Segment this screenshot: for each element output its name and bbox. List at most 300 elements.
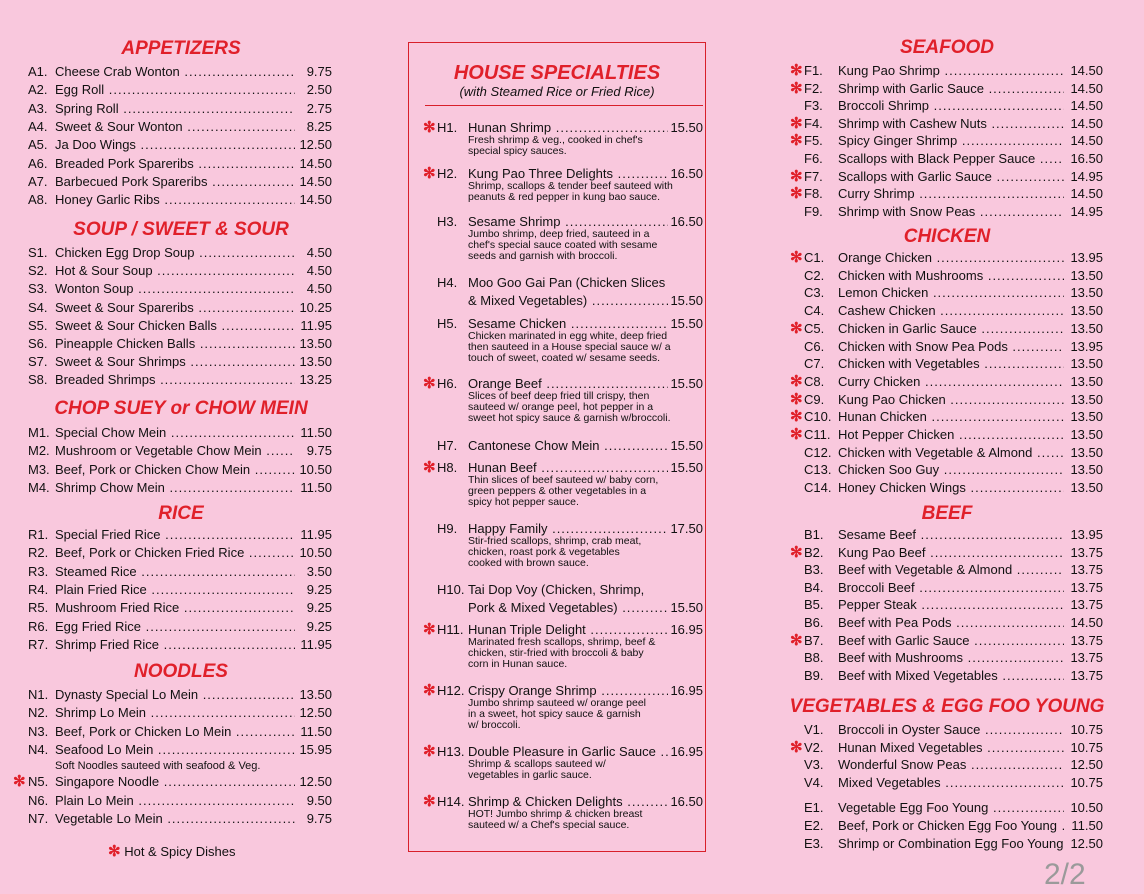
item-description: chicken, roast pork & vegetables xyxy=(468,546,620,558)
spicy-star-icon: ✻ xyxy=(790,631,803,649)
item-name: Hunan Chicken ..... xyxy=(838,408,1064,426)
item-code: H3. xyxy=(437,214,458,229)
menu-item xyxy=(804,302,1103,320)
item-price: 14.50 xyxy=(1070,63,1103,78)
item-price: 10.75 xyxy=(1070,774,1103,790)
house-specialties-box xyxy=(408,42,706,852)
item-name: Chicken with Vegetables ..... xyxy=(838,355,1064,373)
item-price: 16.95 xyxy=(670,744,703,759)
menu-item xyxy=(28,244,332,262)
menu-item xyxy=(790,79,1103,98)
spicy-star-icon: ✻ xyxy=(108,843,121,860)
menu-item xyxy=(804,203,1103,221)
item-name: Beef with Mushrooms ..... xyxy=(838,649,1064,667)
menu-item xyxy=(28,81,332,99)
item-name: Mixed Vegetables ..... xyxy=(838,774,1064,792)
soup-heading: SOUP / SWEET & SOUR xyxy=(73,219,289,240)
item-name: Special Fried Rice ..... xyxy=(55,526,295,544)
menu-item xyxy=(28,599,332,617)
menu-item xyxy=(790,408,1103,426)
item-name: Hunan Triple Delight ..... xyxy=(468,621,668,639)
item-price: 13.50 xyxy=(299,336,332,351)
menu-item xyxy=(804,461,1103,479)
item-name: Scallops with Garlic Sauce ..... xyxy=(838,168,1064,186)
noodles-heading: NOODLES xyxy=(134,661,228,682)
item-code: S6. xyxy=(28,336,48,351)
item-name: Beef with Pea Pods ..... xyxy=(838,614,1064,632)
item-name: Mushroom or Vegetable Chow Mein ..... xyxy=(55,442,295,460)
spicy-star-icon: ✻ xyxy=(790,372,803,390)
item-description: touch of sweet, coated w/ sesame seeds. xyxy=(468,352,661,364)
menu-item xyxy=(804,561,1103,579)
spicy-star-icon: ✻ xyxy=(423,682,436,699)
item-name: Beef, Pork or Chicken Chow Mein ..... xyxy=(55,461,295,479)
rice-heading: RICE xyxy=(158,503,204,524)
house-subtitle: (with Steamed Rice or Fried Rice) xyxy=(459,84,655,99)
item-price: 13.75 xyxy=(1070,650,1103,666)
item-code: C2. xyxy=(804,267,825,283)
item-description: then sauteed in a House special sauce w/ a xyxy=(468,341,671,353)
item-name: Plain Lo Mein ..... xyxy=(55,792,295,810)
item-code: F2. xyxy=(804,80,823,96)
item-code: B6. xyxy=(804,615,824,630)
item-code: C1. xyxy=(804,250,825,265)
item-code: F5. xyxy=(804,133,823,149)
item-price: 4.50 xyxy=(306,281,332,297)
appetizers-heading: APPETIZERS xyxy=(121,38,241,59)
item-code: R6. xyxy=(28,618,49,634)
menu-item xyxy=(28,618,332,636)
spicy-star-icon: ✻ xyxy=(790,62,803,79)
menu-item xyxy=(28,686,332,704)
item-price: 13.50 xyxy=(1070,320,1103,336)
item-name: Beef with Vegetable & Almond ..... xyxy=(838,561,1064,579)
item-price: 12.50 xyxy=(1070,757,1103,773)
item-code: C6. xyxy=(804,338,825,354)
item-price: 14.50 xyxy=(299,192,332,208)
menu-item xyxy=(790,132,1103,150)
item-price: 13.75 xyxy=(1070,544,1103,560)
item-price: 15.50 xyxy=(670,376,703,391)
item-price: 15.95 xyxy=(299,741,332,757)
item-code: H14. xyxy=(437,794,465,809)
item-name: Scallops with Black Pepper Sauce ..... xyxy=(838,150,1064,168)
item-code: C14. xyxy=(804,480,832,496)
item-price: 13.75 xyxy=(1070,562,1103,578)
item-price: 13.75 xyxy=(1070,597,1103,613)
menu-item xyxy=(28,100,332,118)
item-description: Slices of beef deep fried till crispy, then xyxy=(468,390,650,402)
item-description: special spicy sauces. xyxy=(468,145,567,157)
item-code: B9. xyxy=(804,667,824,683)
item-name: Shrimp Chow Mein ..... xyxy=(55,479,295,497)
menu-item xyxy=(28,280,332,298)
menu-item xyxy=(28,424,332,442)
item-name-line1: Moo Goo Gai Pan (Chicken Slices xyxy=(468,275,666,290)
item-name: Orange Beef ..... xyxy=(468,375,668,393)
item-code: S5. xyxy=(28,317,48,333)
item-price: 16.95 xyxy=(670,683,703,698)
menu-item xyxy=(804,150,1103,168)
item-code: F4. xyxy=(804,115,823,131)
spicy-star-icon: ✻ xyxy=(790,249,803,266)
item-code: R7. xyxy=(28,636,49,652)
menu-item xyxy=(790,426,1103,444)
item-price: 13.50 xyxy=(299,354,332,370)
item-description: Stir-fried scallops, shrimp, crab meat, xyxy=(468,535,642,547)
item-name: Pork & Mixed Vegetables) ..... xyxy=(468,599,668,617)
item-price: 11.95 xyxy=(300,317,332,333)
item-price: 13.95 xyxy=(1070,527,1103,542)
menu-item xyxy=(804,596,1103,614)
item-name: Barbecued Pork Spareribs ..... xyxy=(55,173,295,191)
item-price: 14.95 xyxy=(1070,168,1103,184)
item-name: Chicken in Garlic Sauce ..... xyxy=(838,320,1064,338)
item-name: Hot Pepper Chicken ..... xyxy=(838,426,1064,444)
item-code: C8. xyxy=(804,373,825,389)
item-price: 16.50 xyxy=(670,794,703,809)
item-price: 14.50 xyxy=(1070,615,1103,630)
menu-item xyxy=(28,723,332,741)
item-code: S8. xyxy=(28,372,48,388)
item-price: 14.50 xyxy=(1070,133,1103,149)
item-name: Honey Garlic Ribs ..... xyxy=(55,191,295,209)
item-price: 13.50 xyxy=(1070,409,1103,425)
item-code: E1. xyxy=(804,800,824,816)
item-code: M2. xyxy=(28,443,50,459)
item-price: 9.50 xyxy=(306,792,332,808)
item-price: 11.95 xyxy=(300,527,332,542)
menu-item xyxy=(790,185,1103,203)
menu-item xyxy=(28,741,332,759)
menu-item xyxy=(804,355,1103,373)
item-name-line1: Tai Dop Voy (Chicken, Shrimp, xyxy=(468,582,645,597)
item-price: 4.50 xyxy=(306,263,332,279)
item-name: & Mixed Vegetables) ..... xyxy=(468,292,668,310)
menu-item xyxy=(28,636,332,654)
spicy-star-icon: ✻ xyxy=(790,390,803,408)
menu-item xyxy=(804,756,1103,774)
item-price: 13.50 xyxy=(1070,462,1103,478)
item-code: V4. xyxy=(804,774,824,790)
item-price: 13.50 xyxy=(299,687,332,702)
item-name: Sweet & Sour Spareribs ..... xyxy=(55,299,295,317)
item-code: E3. xyxy=(804,835,824,851)
item-name: Curry Chicken ..... xyxy=(838,373,1064,391)
menu-item xyxy=(28,118,332,136)
item-name: Beef with Garlic Sauce ..... xyxy=(838,632,1064,650)
seafood-heading: SEAFOOD xyxy=(900,37,994,58)
item-code: H4. xyxy=(437,275,458,290)
chop-suey-heading: CHOP SUEY or CHOW MEIN xyxy=(54,398,308,419)
item-description: seeds and garnish with broccoli. xyxy=(468,250,618,262)
item-price: 13.50 xyxy=(1070,444,1103,460)
item-code: E2. xyxy=(804,818,824,833)
menu-item xyxy=(28,544,332,562)
menu-item xyxy=(790,319,1103,338)
spicy-star-icon: ✻ xyxy=(423,165,436,182)
item-price: 9.25 xyxy=(306,618,332,634)
item-code: A3. xyxy=(28,100,48,116)
spicy-star-icon: ✻ xyxy=(790,79,803,97)
item-code: F7. xyxy=(804,168,823,184)
menu-item xyxy=(790,62,1103,80)
item-price: 13.50 xyxy=(1070,373,1103,389)
item-description: Shrimp, scallops & tender beef sauteed with xyxy=(468,180,673,192)
item-code: R3. xyxy=(28,563,49,579)
item-price: 13.50 xyxy=(1070,480,1103,496)
menu-item xyxy=(790,390,1103,409)
item-code: H8. xyxy=(437,460,458,475)
menu-item xyxy=(28,581,332,599)
spicy-star-icon: ✻ xyxy=(423,375,436,392)
item-price: 10.25 xyxy=(299,299,332,315)
item-name: Cantonese Chow Mein ..... xyxy=(468,437,668,455)
menu-item xyxy=(790,372,1103,391)
item-price: 11.50 xyxy=(300,425,332,440)
item-code: S1. xyxy=(28,245,48,260)
item-code: N5. xyxy=(28,774,49,790)
menu-item xyxy=(804,444,1103,462)
item-description: peanuts & red pepper in kung bao sauce. xyxy=(468,191,661,203)
item-name: Sesame Beef ..... xyxy=(838,526,1064,544)
item-description: chicken, stir-fried with broccoli & baby xyxy=(468,647,644,659)
legend-text: Hot & Spicy Dishes xyxy=(124,844,236,859)
menu-item xyxy=(804,579,1103,597)
spicy-star-icon: ✻ xyxy=(790,738,803,756)
item-code: B1. xyxy=(804,527,824,542)
menu-item xyxy=(28,136,332,154)
item-name: Lemon Chicken ..... xyxy=(838,284,1064,302)
item-price: 15.50 xyxy=(670,293,703,308)
menu-item xyxy=(28,191,332,209)
item-code: A5. xyxy=(28,137,48,153)
item-name: Wonton Soup ..... xyxy=(55,280,295,298)
menu-item xyxy=(804,267,1103,285)
menu-item xyxy=(804,667,1103,685)
item-code: B2. xyxy=(804,544,824,560)
beef-heading: BEEF xyxy=(921,503,973,524)
item-name: Beef, Pork or Chicken Egg Foo Young ..... xyxy=(838,817,1064,835)
item-code: S4. xyxy=(28,299,48,315)
item-name: Beef with Mixed Vegetables ..... xyxy=(838,667,1064,685)
house-divider xyxy=(425,105,703,106)
item-name: Sesame Shrimp ..... xyxy=(468,213,668,231)
spicy-star-icon: ✻ xyxy=(423,459,436,476)
item-name: Shrimp or Combination Egg Foo Young ..... xyxy=(838,835,1064,853)
item-price: 9.25 xyxy=(306,581,332,597)
item-name: Seafood Lo Mein ..... xyxy=(55,741,295,759)
item-name: Shrimp with Cashew Nuts ..... xyxy=(838,115,1064,133)
item-name: Chicken Egg Drop Soup ..... xyxy=(55,244,295,262)
menu-item xyxy=(804,774,1103,792)
item-description: Shrimp & scallops sauteed w/ xyxy=(468,758,606,770)
item-price: 10.50 xyxy=(299,461,332,477)
item-code: H5. xyxy=(437,316,458,331)
item-price: 15.50 xyxy=(670,120,703,135)
item-name: Kung Pao Three Delights ..... xyxy=(468,165,668,183)
item-description: HOT! Jumbo shrimp & chicken breast xyxy=(468,808,643,820)
item-price: 11.50 xyxy=(300,723,332,739)
item-name: Egg Roll ..... xyxy=(55,81,295,99)
item-code: A7. xyxy=(28,173,48,189)
spicy-star-icon: ✻ xyxy=(790,319,803,337)
item-name: Beef, Pork or Chicken Lo Mein ..... xyxy=(55,723,295,741)
menu-item xyxy=(28,563,332,581)
item-code: S3. xyxy=(28,281,48,297)
chicken-heading: CHICKEN xyxy=(903,226,991,247)
item-code: H13. xyxy=(437,744,465,759)
item-name: Sweet & Sour Wonton ..... xyxy=(55,118,295,136)
spicy-star-icon: ✻ xyxy=(790,167,803,185)
item-price: 9.25 xyxy=(306,600,332,616)
item-code: A2. xyxy=(28,82,48,98)
item-name: Vegetable Lo Mein ..... xyxy=(55,810,295,828)
menu-item xyxy=(28,63,332,81)
menu-item xyxy=(28,173,332,191)
item-price: 16.50 xyxy=(670,214,703,229)
item-price: 12.50 xyxy=(1070,835,1103,851)
item-price: 14.50 xyxy=(1070,80,1103,96)
item-price: 13.50 xyxy=(1070,303,1103,319)
item-name: Hunan Shrimp ..... xyxy=(468,119,668,137)
item-description: chef's special sauce coated with sesame xyxy=(468,239,658,251)
menu-item xyxy=(28,526,332,544)
item-name: Spring Roll ..... xyxy=(55,100,295,118)
item-price: 13.75 xyxy=(1070,632,1103,648)
item-name: Hunan Mixed Vegetables ..... xyxy=(838,739,1064,757)
spicy-star-icon: ✻ xyxy=(423,621,436,638)
item-price: 8.25 xyxy=(306,118,332,134)
item-price: 9.75 xyxy=(306,443,332,459)
menu-item xyxy=(790,249,1103,267)
spicy-star-icon: ✻ xyxy=(423,119,436,136)
item-code: C9. xyxy=(804,391,825,407)
item-description: sweet hot spicy sauce & garnish w/broccoli. xyxy=(468,412,671,424)
item-code: C3. xyxy=(804,285,825,301)
menu-item xyxy=(28,371,332,389)
item-code: C10. xyxy=(804,409,832,425)
item-name: Sesame Chicken ..... xyxy=(468,315,668,333)
item-description: cooked with brown sauce. xyxy=(468,557,589,569)
menu-item xyxy=(804,479,1103,497)
spicy-star-icon: ✻ xyxy=(790,543,803,561)
item-price: 12.50 xyxy=(299,774,332,790)
item-name: Breaded Shrimps ..... xyxy=(55,371,295,389)
item-price: 13.50 xyxy=(1070,267,1103,283)
item-code: C4. xyxy=(804,303,825,319)
item-price: 13.75 xyxy=(1070,579,1103,595)
item-code: R2. xyxy=(28,545,49,561)
menu-item xyxy=(804,817,1103,835)
item-code: A1. xyxy=(28,64,48,79)
house-heading: HOUSE SPECIALTIES xyxy=(453,62,661,84)
menu-item xyxy=(804,721,1103,739)
item-code: B5. xyxy=(804,597,824,613)
menu-item xyxy=(804,97,1103,115)
item-name: Chicken Soo Guy ..... xyxy=(838,461,1064,479)
item-price: 13.95 xyxy=(1070,338,1103,354)
item-name: Shrimp Lo Mein ..... xyxy=(55,704,295,722)
item-name: Sweet & Sour Chicken Balls ..... xyxy=(55,317,295,335)
item-name: Cheese Crab Wonton ..... xyxy=(55,63,295,81)
item-name: Orange Chicken ..... xyxy=(838,249,1064,267)
item-name: Broccoli in Oyster Sauce ..... xyxy=(838,721,1064,739)
item-code: B8. xyxy=(804,650,824,666)
item-code: H2. xyxy=(437,166,458,181)
item-code: V1. xyxy=(804,722,824,737)
item-description: sauteed w/ a Chef's special sauce. xyxy=(468,819,630,831)
item-code: B4. xyxy=(804,579,824,595)
item-price: 9.75 xyxy=(306,810,332,826)
item-name: Crispy Orange Shrimp ..... xyxy=(468,682,668,700)
item-description: w/ broccoli. xyxy=(468,719,521,731)
item-code: F8. xyxy=(804,186,823,202)
item-price: 14.50 xyxy=(1070,186,1103,202)
item-name: Beef, Pork or Chicken Fried Rice ..... xyxy=(55,544,295,562)
item-price: 11.50 xyxy=(300,479,332,495)
spicy-star-icon: ✻ xyxy=(423,743,436,760)
item-code: C7. xyxy=(804,356,825,372)
item-price: 13.50 xyxy=(1070,356,1103,372)
item-price: 12.50 xyxy=(299,705,332,721)
item-code: N2. xyxy=(28,705,49,721)
item-code: A4. xyxy=(28,118,48,134)
item-price: 3.50 xyxy=(306,563,332,579)
menu-item xyxy=(28,335,332,353)
item-name: Egg Fried Rice ..... xyxy=(55,618,295,636)
item-code: R4. xyxy=(28,581,49,597)
menu-item xyxy=(804,284,1103,302)
item-code: H7. xyxy=(437,438,458,453)
item-price: 15.50 xyxy=(670,438,703,453)
item-code: N4. xyxy=(28,741,49,757)
item-name: Sweet & Sour Shrimps ..... xyxy=(55,353,295,371)
item-code: F9. xyxy=(804,203,823,219)
item-price: 14.50 xyxy=(1070,115,1103,131)
item-name: Chicken with Mushrooms ..... xyxy=(838,267,1064,285)
item-description: sauteed w/ orange peel, hot pepper in a xyxy=(468,401,654,413)
menu-item xyxy=(28,262,332,280)
vegetables-heading: VEGETABLES & EGG FOO YOUNG xyxy=(789,696,1105,717)
spicy-star-icon: ✻ xyxy=(790,408,803,426)
menu-item xyxy=(804,835,1103,853)
item-code: V2. xyxy=(804,739,824,755)
item-name: Broccoli Beef ..... xyxy=(838,579,1064,597)
item-name: Curry Shrimp ..... xyxy=(838,185,1064,203)
item-name: Breaded Pork Spareribs ..... xyxy=(55,155,295,173)
item-price: 10.50 xyxy=(1070,800,1103,816)
item-price: 13.50 xyxy=(1070,285,1103,301)
item-code: M3. xyxy=(28,461,50,477)
item-code: S7. xyxy=(28,354,48,370)
item-name: Dynasty Special Lo Mein ..... xyxy=(55,686,295,704)
item-code: C5. xyxy=(804,320,825,336)
item-name: Shrimp & Chicken Delights ..... xyxy=(468,793,668,811)
spicy-star-icon: ✻ xyxy=(423,793,436,810)
item-name: Hunan Beef ..... xyxy=(468,459,668,477)
n4-note: Soft Noodles sauteed with seafood & Veg. xyxy=(55,760,261,772)
item-price: 4.50 xyxy=(306,245,332,260)
spicy-star-icon: ✻ xyxy=(790,426,803,443)
item-name: Kung Pao Beef ..... xyxy=(838,544,1064,562)
item-description: vegetables in garlic sauce. xyxy=(468,769,592,781)
item-name: Special Chow Mein ..... xyxy=(55,424,295,442)
item-description: corn in Hunan sauce. xyxy=(468,658,568,670)
item-price: 2.75 xyxy=(306,100,332,116)
item-name: Shrimp Fried Rice ..... xyxy=(55,636,295,654)
item-code: M4. xyxy=(28,479,50,495)
